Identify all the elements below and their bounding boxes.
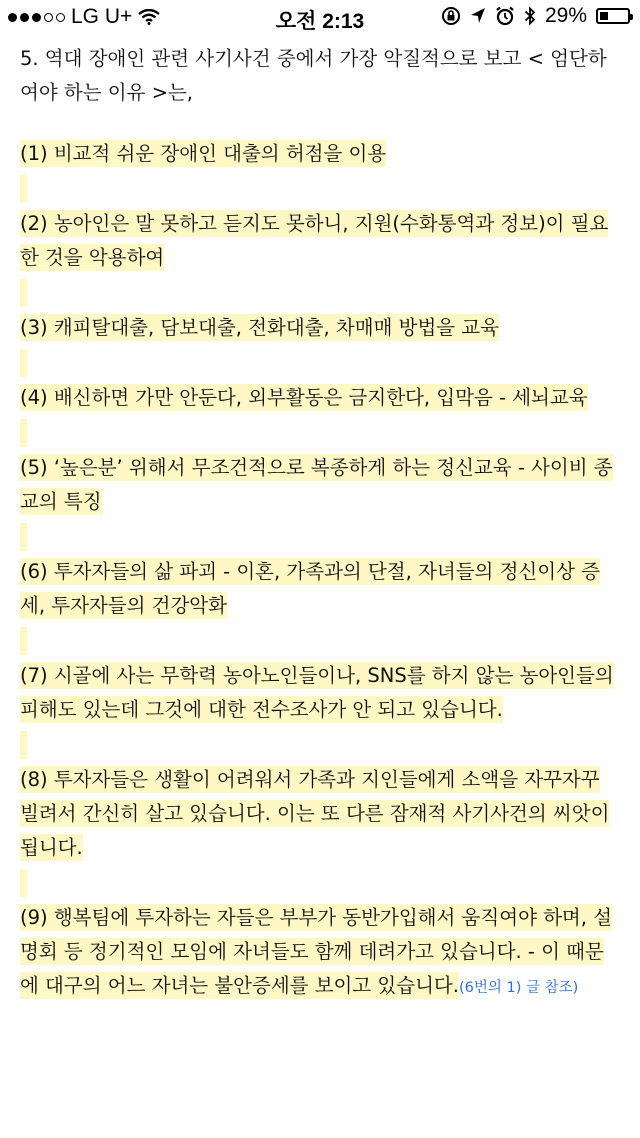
- carrier-name: LG U+: [71, 5, 133, 28]
- highlight-spacer: [20, 345, 620, 381]
- reason-text: (9) 행복팀에 투자하는 자들은 부부가 동반가입해서 움직여야 하며, 설명회 등 정기적인 모임에 자녀들도 함께 데려가고 있습니다. - 이 때문에 대구의 어느 자녀는 불안증세를 보이고 있습니다.: [20, 906, 613, 997]
- reason-text: (4) 배신하면 가만 안둔다, 외부활동은 금지한다, 입막음 - 세뇌교육: [20, 386, 588, 409]
- reason-text: (2) 농아인은 말 못하고 듣지도 못하니, 지원(수화통역과 정보)이 필요한 것을 악용하여: [20, 212, 609, 269]
- article-body: [20, 42, 620, 1005]
- reason-text: (1) 비교적 쉬운 장애인 대출의 허점을 이용: [20, 142, 387, 165]
- highlight-spacer: [20, 865, 620, 901]
- status-icons: [441, 4, 630, 28]
- reason-text: (3) 캐피탈대출, 담보대출, 전화대출, 차매매 방법을 교육: [20, 316, 499, 339]
- reason-item: [20, 311, 620, 345]
- orientation-lock-icon: [441, 6, 461, 26]
- article-heading: 5. 역대 장애인 관련 사기사건 중에서 가장 악질적으로 보고 < 엄단하여야 하는 이유 >는,: [20, 47, 607, 104]
- alarm-icon: [495, 6, 515, 26]
- battery-icon: [596, 8, 630, 24]
- highlight-spacer: [20, 275, 620, 311]
- highlight-spacer: [20, 171, 620, 207]
- reason-item: [20, 137, 620, 171]
- reason-text: (7) 시골에 사는 무학력 농아노인들이나, SNS를 하지 않는 농아인들의 피해도 있는데 그것에 대한 전수조사가 안 되고 있습니다.: [20, 664, 614, 721]
- reason-item: [20, 763, 620, 865]
- bluetooth-icon: [524, 6, 536, 26]
- highlight-spacer: [20, 727, 620, 763]
- reason-item: [20, 381, 620, 415]
- highlight-spacer: [20, 519, 620, 555]
- reasons-list: [20, 137, 620, 1005]
- highlight-spacer: [20, 415, 620, 451]
- clock: 오전 2:13: [275, 10, 365, 33]
- highlight-spacer: [20, 623, 620, 659]
- reason-text: (8) 투자자들은 생활이 어려워서 가족과 지인들에게 소액을 자꾸자꾸 빌려서 간신히 살고 있습니다. 이는 또 다른 잠재적 사기사건의 씨앗이 됩니다.: [20, 768, 610, 859]
- reason-text: (5) ‘높은분’ 위해서 무조건적으로 복종하게 하는 정신교육 - 사이비 종교의 특징: [20, 456, 613, 513]
- reason-item: [20, 451, 620, 519]
- battery-percent: 29%: [544, 4, 587, 27]
- reason-item: [20, 555, 620, 623]
- battery-level: [600, 12, 608, 20]
- status-bar: [0, 0, 640, 34]
- reason-text: (6) 투자자들의 삶 파괴 - 이혼, 가족과의 단절, 자녀들의 정신이상 증세, 투자자들의 건강악화: [20, 560, 600, 617]
- reason-item: [20, 659, 620, 727]
- reason-item: [20, 207, 620, 275]
- reference-link[interactable]: (6번의 1) 글 참조): [458, 980, 579, 996]
- location-icon: [470, 7, 486, 25]
- reason-item: [20, 901, 620, 1005]
